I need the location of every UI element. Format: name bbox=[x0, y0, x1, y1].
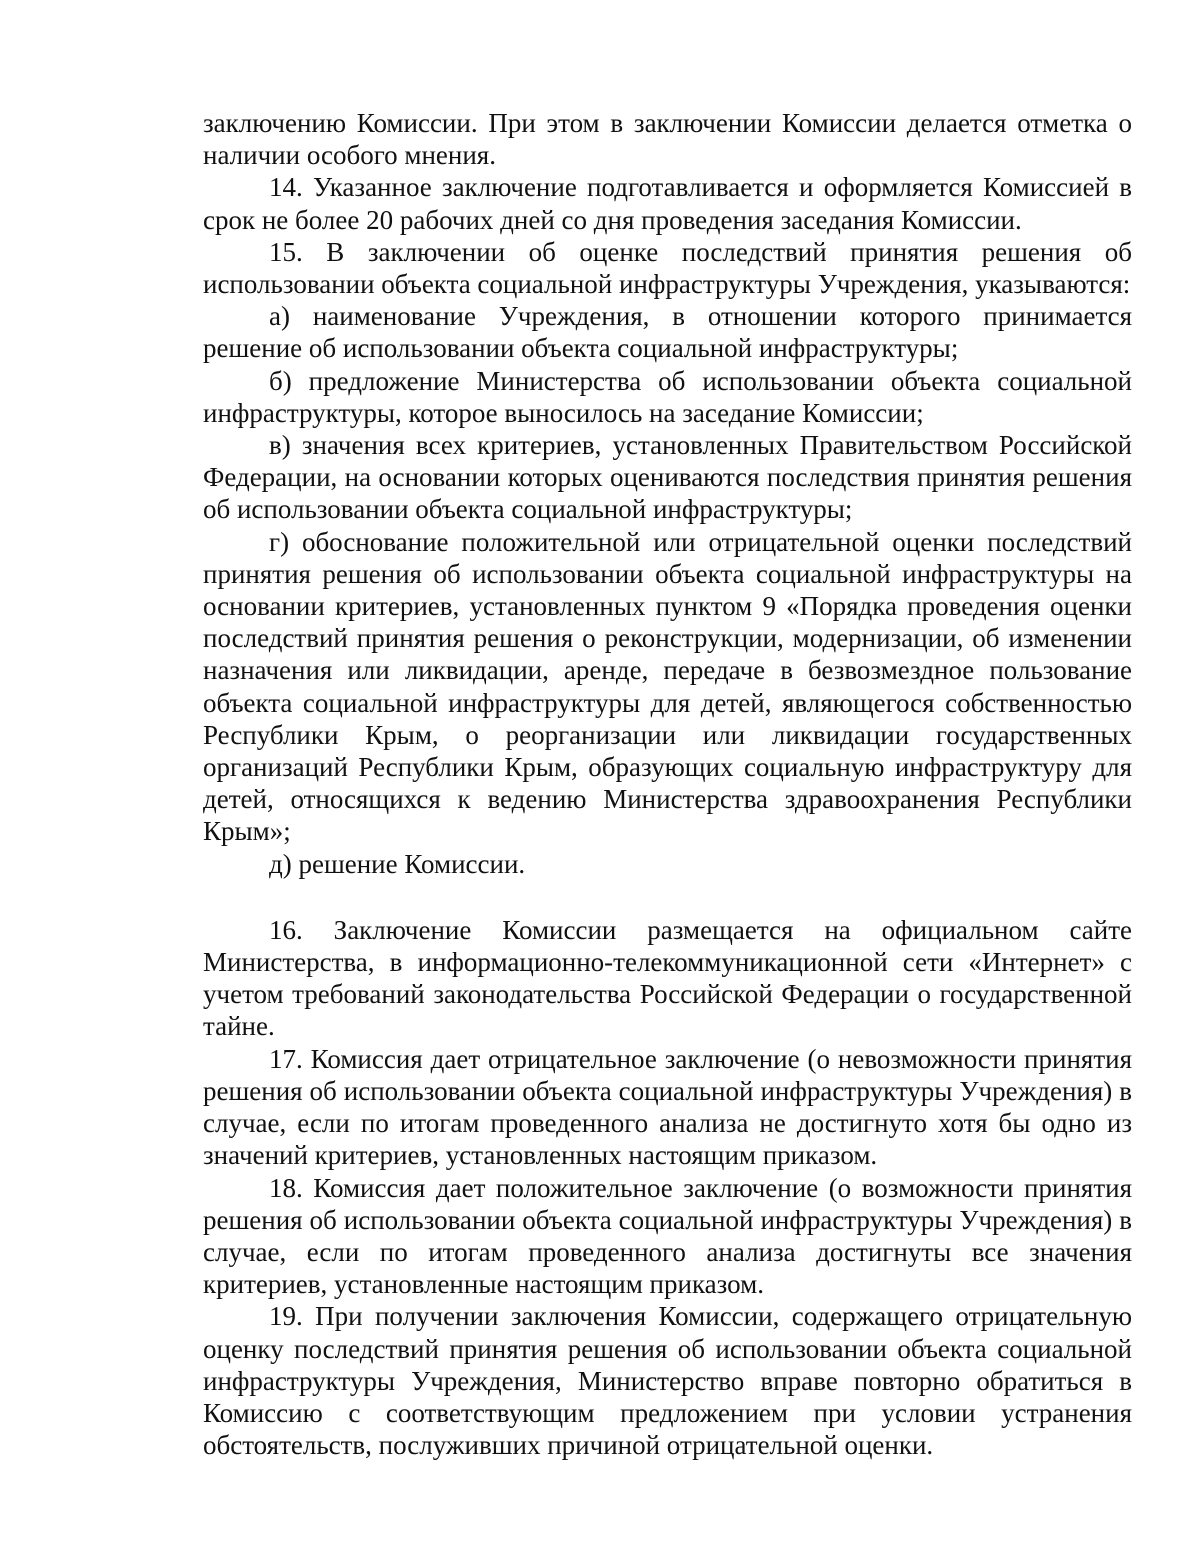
paragraph-15: 15. В заключении об оценке последствий принятия решения об использовании объекта социальной инфраструктуры Учреждения, указываются: bbox=[203, 236, 1132, 300]
paragraph-15-g: г) обоснование положительной или отрицательной оценки последствий принятия решения об использовании объекта социальной инфраструктуры на основании критериев, установленных пунктом 9 «Порядка проведения оценки последствий принятия решения о реконструкции, модернизации, об изменении назначения или ликвидации, аренде, передаче в безвозмездное пользование объекта социальной инфраструктуры для детей, являющегося собственностью Республики Крым, о реорганизации или ликвидации государственных организаций Республики Крым, образующих социальную инфраструктуру для детей, относящихся к ведению Министерства здравоохранения Республики Крым»; bbox=[203, 526, 1132, 847]
paragraph-19: 19. При получении заключения Комиссии, содержащего отрицательную оценку последствий принятия решения об использовании объекта социальной инфраструктуры Учреждения, Министерство вправе повторно обратиться в Комиссию с соответствующим предложением при условии устранения обстоятельств, послуживших причиной отрицательной оценки. bbox=[203, 1301, 1132, 1461]
paragraph-15-d: д) решение Комиссии. bbox=[269, 848, 526, 879]
paragraph-18: 18. Комиссия дает положительное заключение (о возможности принятия решения об использовании объекта социальной инфраструктуры Учреждения) в случае, если по итогам проведенного анализа достигнуты все значения критериев, установленные настоящим приказом. bbox=[203, 1172, 1132, 1300]
document-body bbox=[203, 107, 1132, 1461]
paragraph-gap bbox=[203, 880, 1132, 914]
paragraph-15-a: а) наименование Учреждения, в отношении которого принимается решение об использовании объекта социальной инфраструктуры; bbox=[203, 301, 1132, 364]
paragraph-14: 14. Указанное заключение подготавливается и оформляется Комиссией в срок не более 20 рабочих дней со дня проведения заседания Комиссии. bbox=[203, 172, 1132, 235]
paragraph-15-v: в) значения всех критериев, установленных Правительством Российской Федерации, на основании которых оцениваются последствия принятия решения об использовании объекта социальной инфраструктуры; bbox=[203, 430, 1132, 525]
paragraph-15-b: б) предложение Министерства об использовании объекта социальной инфраструктуры, которое выносилось на заседание Комиссии; bbox=[203, 365, 1132, 428]
paragraph-16: 16. Заключение Комиссии размещается на официальном сайте Министерства, в информационно-телекоммуникационной сети «Интернет» с учетом требований законодательства Российской Федерации о государственной тайне. bbox=[203, 914, 1132, 1042]
paragraph-13-continuation: заключению Комиссии. При этом в заключении Комиссии делается отметка о наличии особого мнения. bbox=[203, 108, 1132, 171]
paragraph-17: 17. Комиссия дает отрицательное заключение (о невозможности принятия решения об использовании объекта социальной инфраструктуры Учреждения) в случае, если по итогам проведенного анализа не достигнуто хотя бы одно из значений критериев, установленных настоящим приказом. bbox=[203, 1043, 1132, 1171]
